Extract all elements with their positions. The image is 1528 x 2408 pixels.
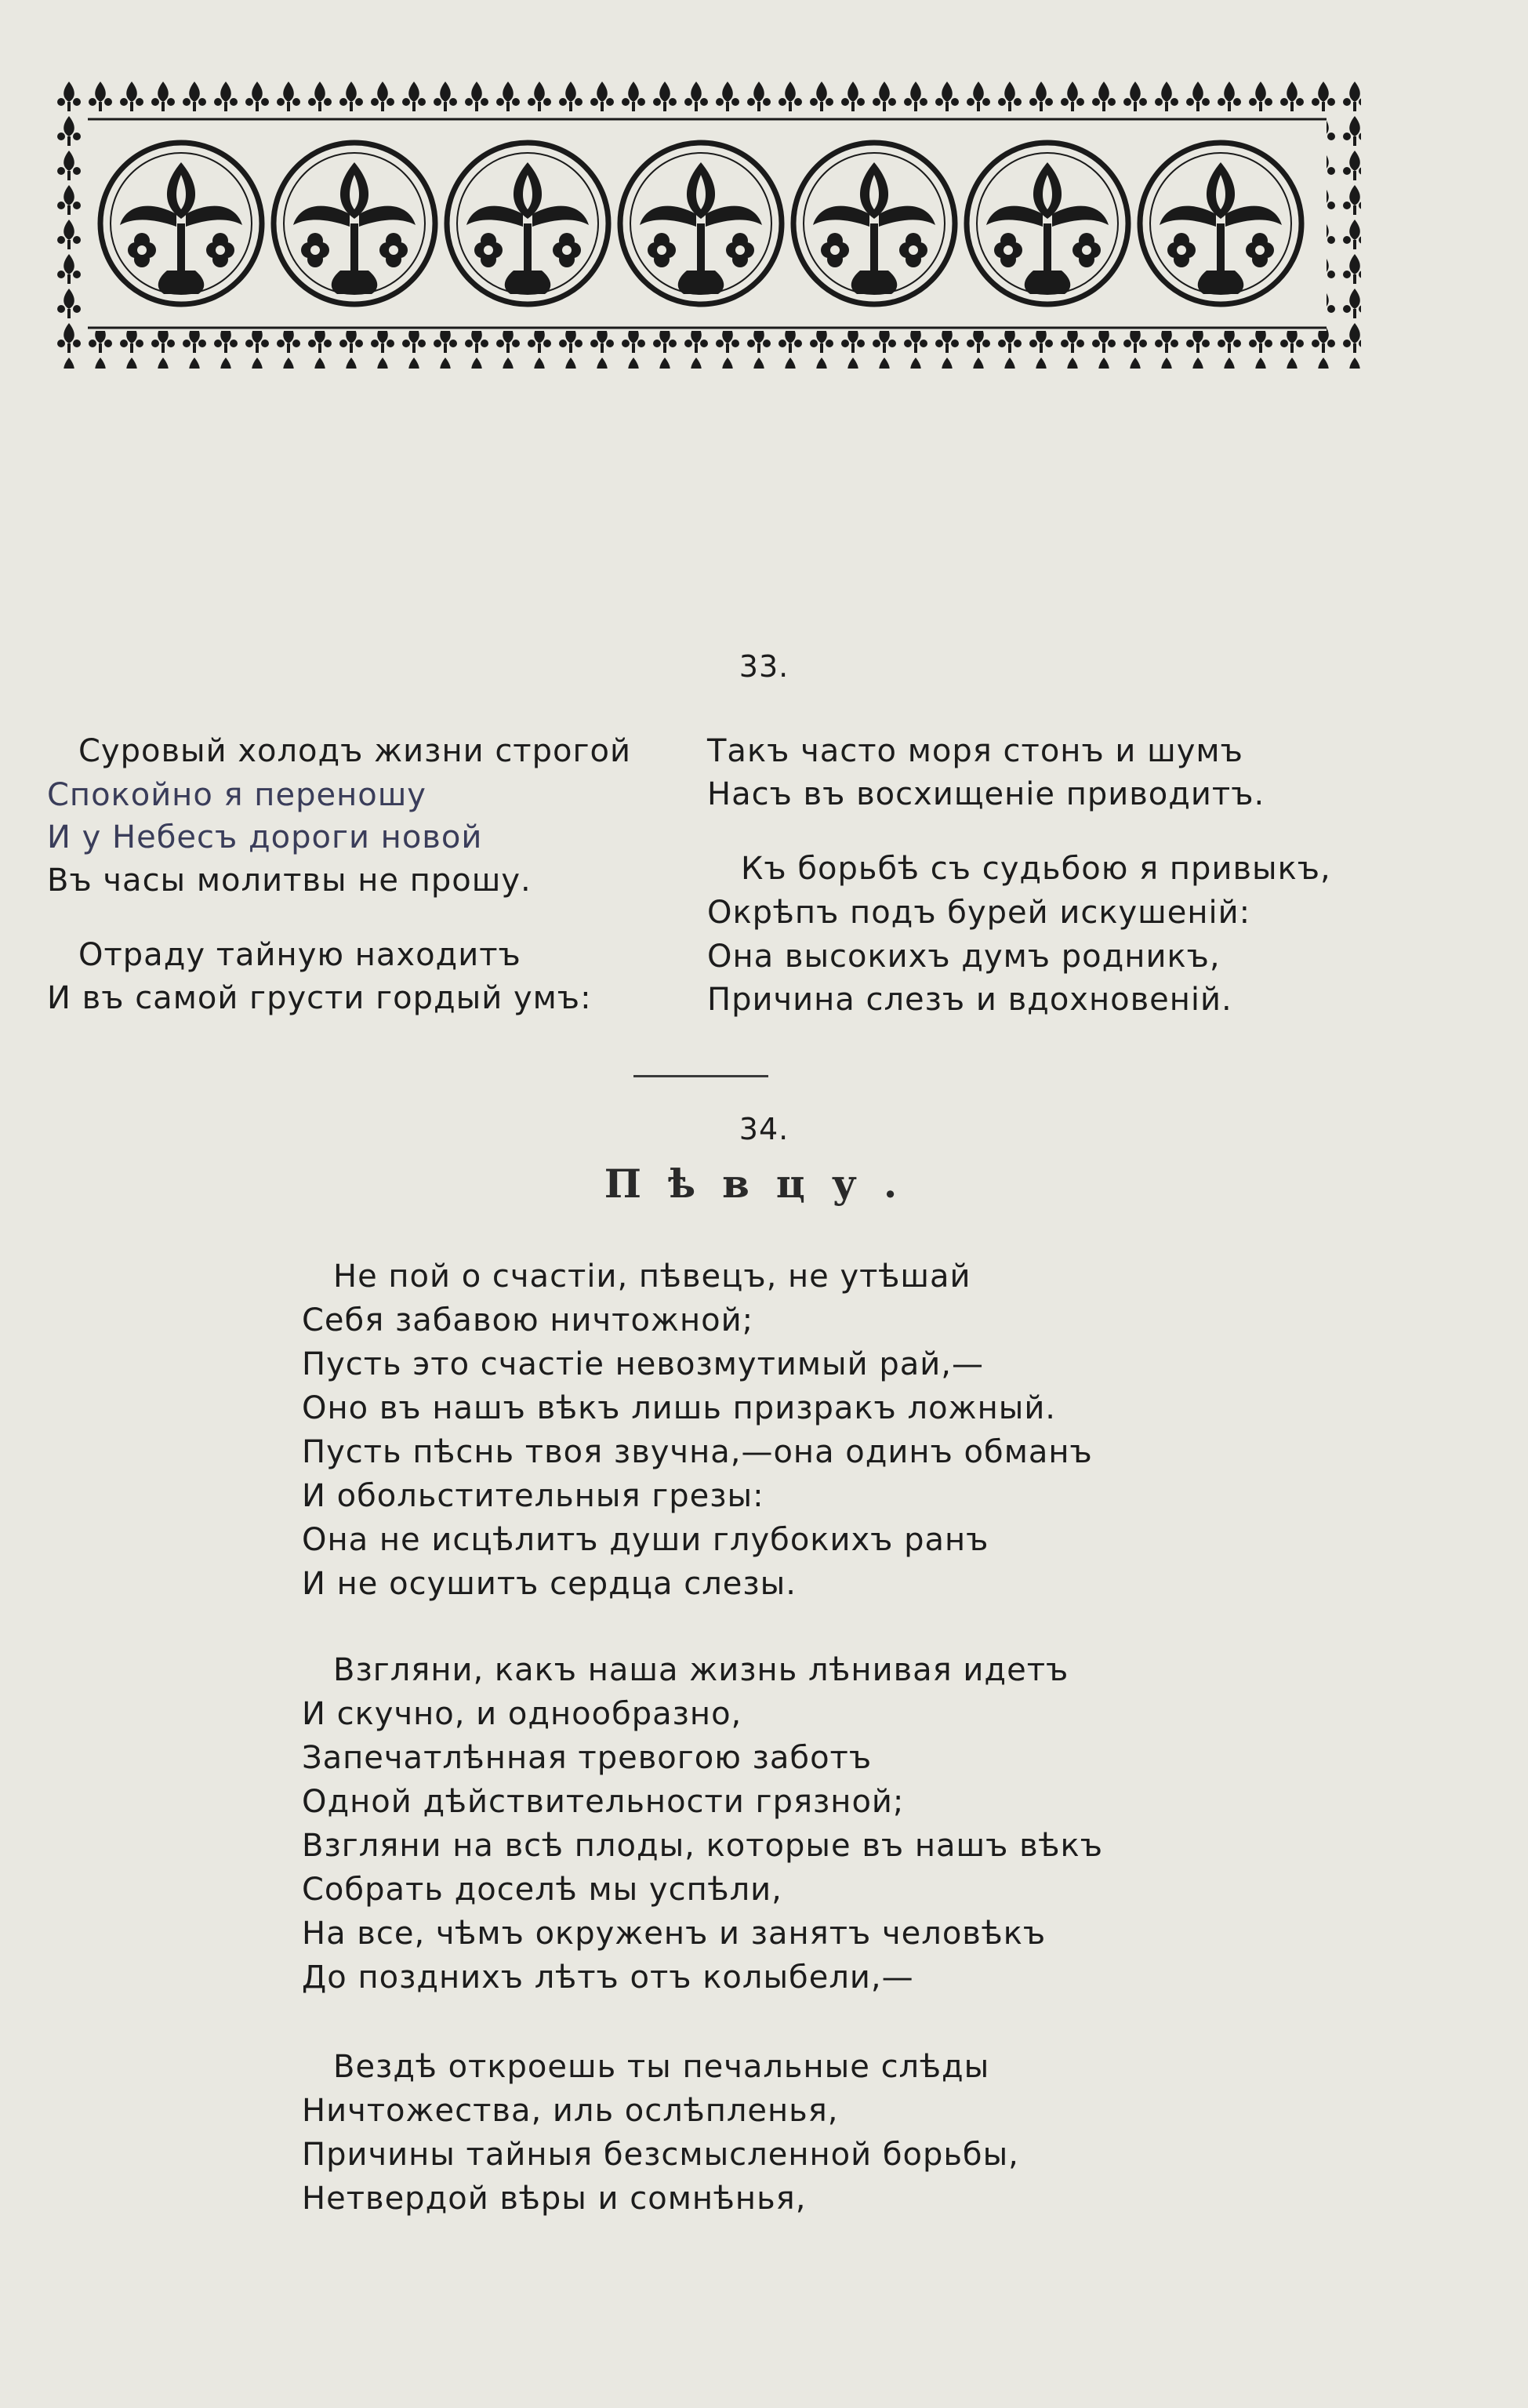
verse-line: Къ борьбѣ съ судьбою я привыкъ, (741, 851, 1331, 887)
verse-line: Нетвердой вѣры и сомнѣнья, (302, 2181, 807, 2217)
verse-line: Такъ часто моря стонъ и шумъ (707, 733, 1243, 769)
verse-line: Насъ въ восхищеніе приводитъ. (707, 776, 1265, 812)
verse-line: Взгляни на всѣ плоды, которые въ нашъ вѣкъ (302, 1828, 1103, 1864)
verse-line: Не пой о счастіи, пѣвецъ, не утѣшай (333, 1258, 971, 1295)
verse-line: На все, чѣмъ окруженъ и занятъ человѣкъ (302, 1916, 1047, 1952)
verse-line: И у Небесъ дороги новой (47, 819, 483, 855)
verse-line: Ничтожества, иль ослѣпленья, (302, 2093, 839, 2129)
verse-line: И скучно, и однообразно, (302, 1696, 742, 1732)
verse-line: Отраду тайную находитъ (78, 937, 521, 973)
verse-line: Спокойно я переношу (47, 777, 426, 813)
verse-line: До позднихъ лѣтъ отъ колыбели,— (302, 1959, 914, 1996)
poem-number: 33. (739, 649, 789, 684)
verse-line: Въ часы молитвы не прошу. (47, 863, 532, 899)
poem-number: 34. (739, 1112, 789, 1146)
verse-line: И обольстительныя грезы: (302, 1478, 764, 1514)
verse-line: Пусть пѣснь твоя звучна,—она одинъ обманъ (302, 1434, 1093, 1470)
verse-line: Взгляни, какъ наша жизнь лѣнивая идетъ (333, 1652, 1069, 1688)
section-divider (633, 1075, 768, 1077)
verse-line: Она не исцѣлитъ души глубокихъ ранъ (302, 1522, 989, 1558)
verse-line: Суровый холодъ жизни строгой (78, 733, 631, 769)
verse-line: И въ самой грусти гордый умъ: (47, 980, 592, 1016)
verse-line: Причина слезъ и вдохновеній. (707, 982, 1232, 1018)
verse-line: Запечатлѣнная тревогою заботъ (302, 1740, 873, 1776)
verse-line: Причины тайныя безсмысленной борьбы, (302, 2137, 1019, 2173)
floral-band-ornament (53, 78, 1361, 369)
verse-line: Вездѣ откроешь ты печальные слѣды (333, 2049, 990, 2085)
verse-line: И не осушитъ сердца слезы. (302, 1566, 797, 1602)
verse-line: Себя забавою ничтожной; (302, 1302, 754, 1338)
poem-title: Пѣвцу. (604, 1160, 924, 1207)
verse-line: Оно въ нашъ вѣкъ лишь призракъ ложный. (302, 1390, 1057, 1426)
verse-line: Одной дѣйствительности грязной; (302, 1784, 905, 1820)
verse-line: Она высокихъ думъ родникъ, (707, 939, 1221, 975)
verse-line: Окрѣпъ подъ бурей искушеній: (707, 895, 1251, 931)
verse-line: Собрать доселѣ мы успѣли, (302, 1872, 782, 1908)
verse-line: Пусть это счастіе невозмутимый рай,— (302, 1346, 984, 1382)
